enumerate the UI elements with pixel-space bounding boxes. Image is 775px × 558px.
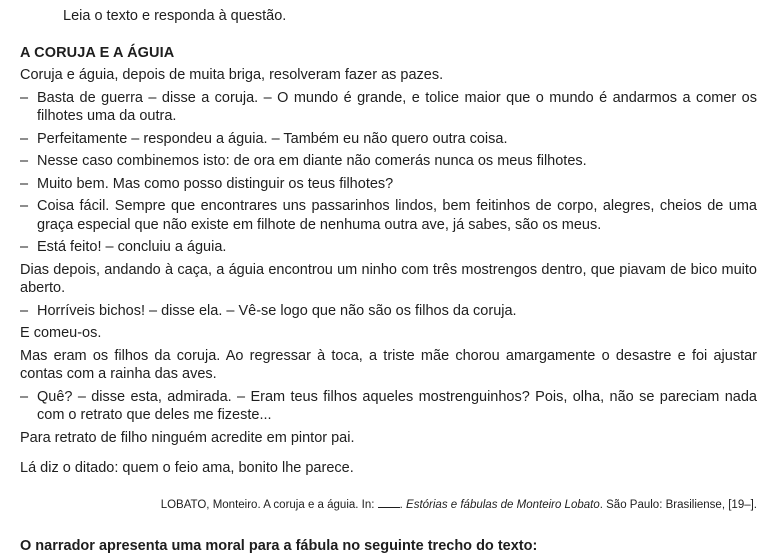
dialogue-text: Nesse caso combinemos isto: de ora em diante não comerás nunca os meus filhotes.	[37, 153, 587, 169]
dialogue-line	[20, 238, 757, 257]
bibliographic-reference	[161, 497, 757, 513]
instruction-text: Leia o texto e responda à questão.	[63, 8, 287, 24]
dialogue-dash: –	[20, 89, 29, 106]
dialogue-line	[20, 388, 757, 425]
dialogue-text: Quê? – disse esta, admirada. – Eram teus filhos aqueles mostrenguinhos? Pois, olha, não se pareciam nada com o retrato que deles me fizeste...	[37, 388, 757, 423]
reference-book-title: Estórias e fábulas de Monteiro Lobato	[406, 499, 600, 511]
fable-title: A CORUJA E A ÁGUIA	[20, 45, 175, 61]
reference-rest: . São Paulo: Brasiliense, [19–].	[599, 499, 757, 511]
dialogue-dash: –	[20, 175, 29, 192]
dialogue-dash: –	[20, 198, 29, 214]
dialogue-text: Horríveis bichos! – disse ela. – Vê-se logo que não são os filhos da coruja.	[37, 302, 517, 319]
dialogue-line	[20, 89, 757, 126]
dialogue-dash: –	[20, 130, 29, 147]
paragraph: Mas eram os filhos da coruja. Ao regressar à toca, a triste mãe chorou amargamente o desastre e foi ajustar contas com a rainha das aves.	[20, 347, 757, 382]
dialogue-text: Coisa fácil. Sempre que encontrares uns passarinhos lindos, bem feitinhos de corpo, alegres, cheios de uma graça especial que não existe em filhote de nenhuma outra ave, já sabes, são os meus.	[37, 198, 757, 233]
dialogue-dash: –	[20, 153, 29, 169]
dialogue-text: Basta de guerra – disse a coruja. – O mundo é grande, e tolice maior que o mundo é andarmos a comer os filhotes uma da outra.	[37, 89, 757, 124]
question-text: O narrador apresenta uma moral para a fábula no seguinte trecho do texto:	[20, 538, 538, 554]
paragraph: Coruja e águia, depois de muita briga, resolveram fazer as pazes.	[20, 67, 444, 83]
dialogue-line	[20, 175, 757, 194]
reference-blank	[378, 497, 400, 508]
dialogue-line	[20, 130, 757, 149]
dialogue-dash: –	[20, 388, 29, 405]
dialogue-text: Está feito! – concluiu a águia.	[37, 239, 227, 255]
dialogue-text: Perfeitamente – respondeu a águia. – Também eu não quero outra coisa.	[37, 130, 508, 147]
dialogue-line	[20, 197, 757, 234]
saying-line: Lá diz o ditado: quem o feio ama, bonito lhe parece.	[20, 460, 354, 476]
paragraph: E comeu-os.	[20, 325, 102, 341]
dialogue-dash: –	[20, 302, 29, 319]
moral-line: Para retrato de filho ninguém acredite em pintor pai.	[20, 429, 355, 446]
reference-prefix: LOBATO, Monteiro. A coruja e a águia. In:	[160, 499, 378, 511]
dialogue-text: Muito bem. Mas como posso distinguir os teus filhotes?	[37, 175, 394, 192]
dialogue-line	[20, 302, 757, 321]
paragraph: Dias depois, andando à caça, a águia encontrou um ninho com três mostrengos dentro, que piavam de bico muito aberto.	[20, 261, 757, 296]
dialogue-dash: –	[20, 239, 29, 255]
fable-text	[20, 66, 757, 482]
dialogue-line	[20, 152, 757, 171]
reference-suffix: .	[399, 499, 407, 511]
